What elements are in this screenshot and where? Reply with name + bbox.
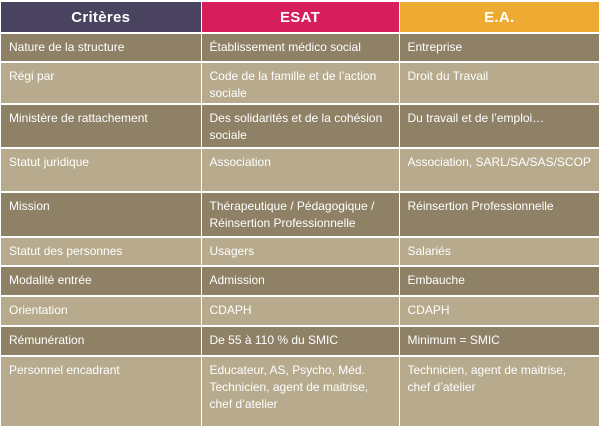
ea-cell: CDAPH [399,296,599,326]
criterion-cell: Nature de la structure [1,33,201,62]
ea-cell: Association, SARL/SA/SAS/SCOP [399,148,599,192]
table-row [1,266,599,296]
table-row [1,192,599,237]
ea-cell: Minimum = SMIC [399,326,599,356]
esat-cell: Admission [201,266,399,296]
esat-cell: Des solidarités et de la cohésion sociale [201,104,399,148]
table-row [1,296,599,326]
esat-cell: Usagers [201,237,399,266]
esat-cell: Educateur, AS, Psycho, Méd. Technicien, agent de maitrise, chef d’atelier [201,356,399,426]
esat-cell: CDAPH [201,296,399,326]
ea-cell: Du travail et de l’emploi… [399,104,599,148]
criterion-cell: Ministère de rattachement [1,104,201,148]
ea-cell: Salariés [399,237,599,266]
criterion-cell: Rémunération [1,326,201,356]
criterion-cell: Régi par [1,62,201,104]
header-ea: E.A. [399,2,599,33]
ea-cell: Technicien, agent de maitrise, chef d’atelier [399,356,599,426]
ea-cell: Droit du Travail [399,62,599,104]
esat-cell: De 55 à 110 % du SMIC [201,326,399,356]
esat-cell: Association [201,148,399,192]
criterion-cell: Orientation [1,296,201,326]
table-row [1,62,599,104]
criterion-cell: Statut juridique [1,148,201,192]
table-row [1,148,599,192]
criterion-cell: Mission [1,192,201,237]
comparison-table [1,2,599,426]
table-row [1,33,599,62]
header-criteres: Critères [1,2,201,33]
ea-cell: Entreprise [399,33,599,62]
criterion-cell: Statut des personnes [1,237,201,266]
table-row [1,326,599,356]
esat-cell: Thérapeutique / Pédagogique / Réinsertion Professionnelle [201,192,399,237]
header-esat: ESAT [201,2,399,33]
ea-cell: Réinsertion Professionnelle [399,192,599,237]
ea-cell: Embauche [399,266,599,296]
criterion-cell: Modalité entrée [1,266,201,296]
esat-cell: Établissement médico social [201,33,399,62]
table-row [1,104,599,148]
table-row [1,237,599,266]
esat-cell: Code de la famille et de l’action sociale [201,62,399,104]
criterion-cell: Personnel encadrant [1,356,201,426]
header-row [1,2,599,33]
table-row [1,356,599,426]
